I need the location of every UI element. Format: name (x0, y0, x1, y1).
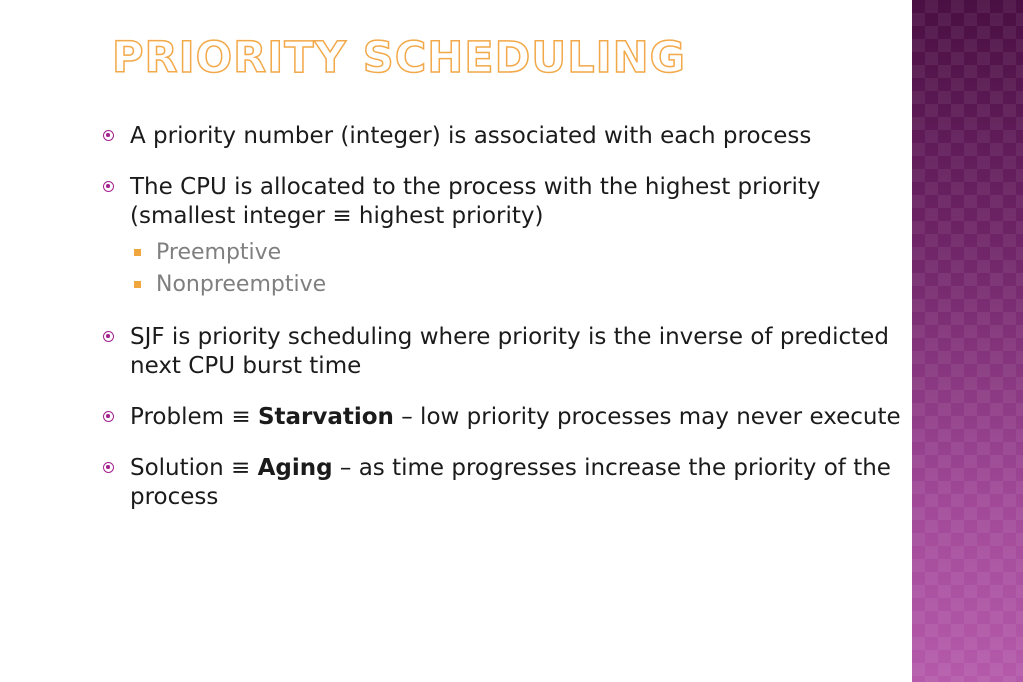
sub-list (130, 237, 930, 301)
bullet-suffix: – low priority processes may never execute (393, 404, 901, 430)
bullet-text: The CPU is allocated to the process with the highest priority (smallest integer ≡ highest priority) (130, 174, 821, 229)
bullet-bold-term: Starvation (257, 404, 394, 430)
bullet-suffix: – as time progresses increase the priority of the process (130, 455, 891, 510)
sub-item-text: Preemptive (156, 240, 282, 265)
sub-item (130, 237, 930, 269)
bullet-item (100, 454, 930, 512)
circle-bullet-icon (103, 411, 114, 422)
circle-bullet-icon (103, 130, 114, 141)
bullet-text: SJF is priority scheduling where priority is the inverse of predicted next CPU burst time (130, 324, 889, 379)
circle-bullet-icon (103, 331, 114, 342)
bullet-item (100, 122, 930, 151)
bullet-prefix: Problem ≡ (130, 404, 258, 430)
circle-bullet-icon (103, 462, 114, 473)
bullet-item (100, 173, 930, 301)
sub-item (130, 269, 930, 301)
circle-bullet-icon (103, 181, 114, 192)
sub-item-text: Nonpreemptive (156, 272, 327, 297)
bullet-prefix: Solution ≡ (130, 455, 258, 481)
bullet-item (100, 403, 930, 432)
square-bullet-icon (134, 249, 141, 256)
bullet-item (100, 323, 930, 381)
bullet-bold-term: Aging (257, 455, 333, 481)
square-bullet-icon (134, 281, 141, 288)
slide-content (100, 122, 930, 512)
bullet-text: A priority number (integer) is associated with each process (130, 123, 812, 149)
slide-title: PRIORITY SCHEDULING (112, 33, 686, 83)
